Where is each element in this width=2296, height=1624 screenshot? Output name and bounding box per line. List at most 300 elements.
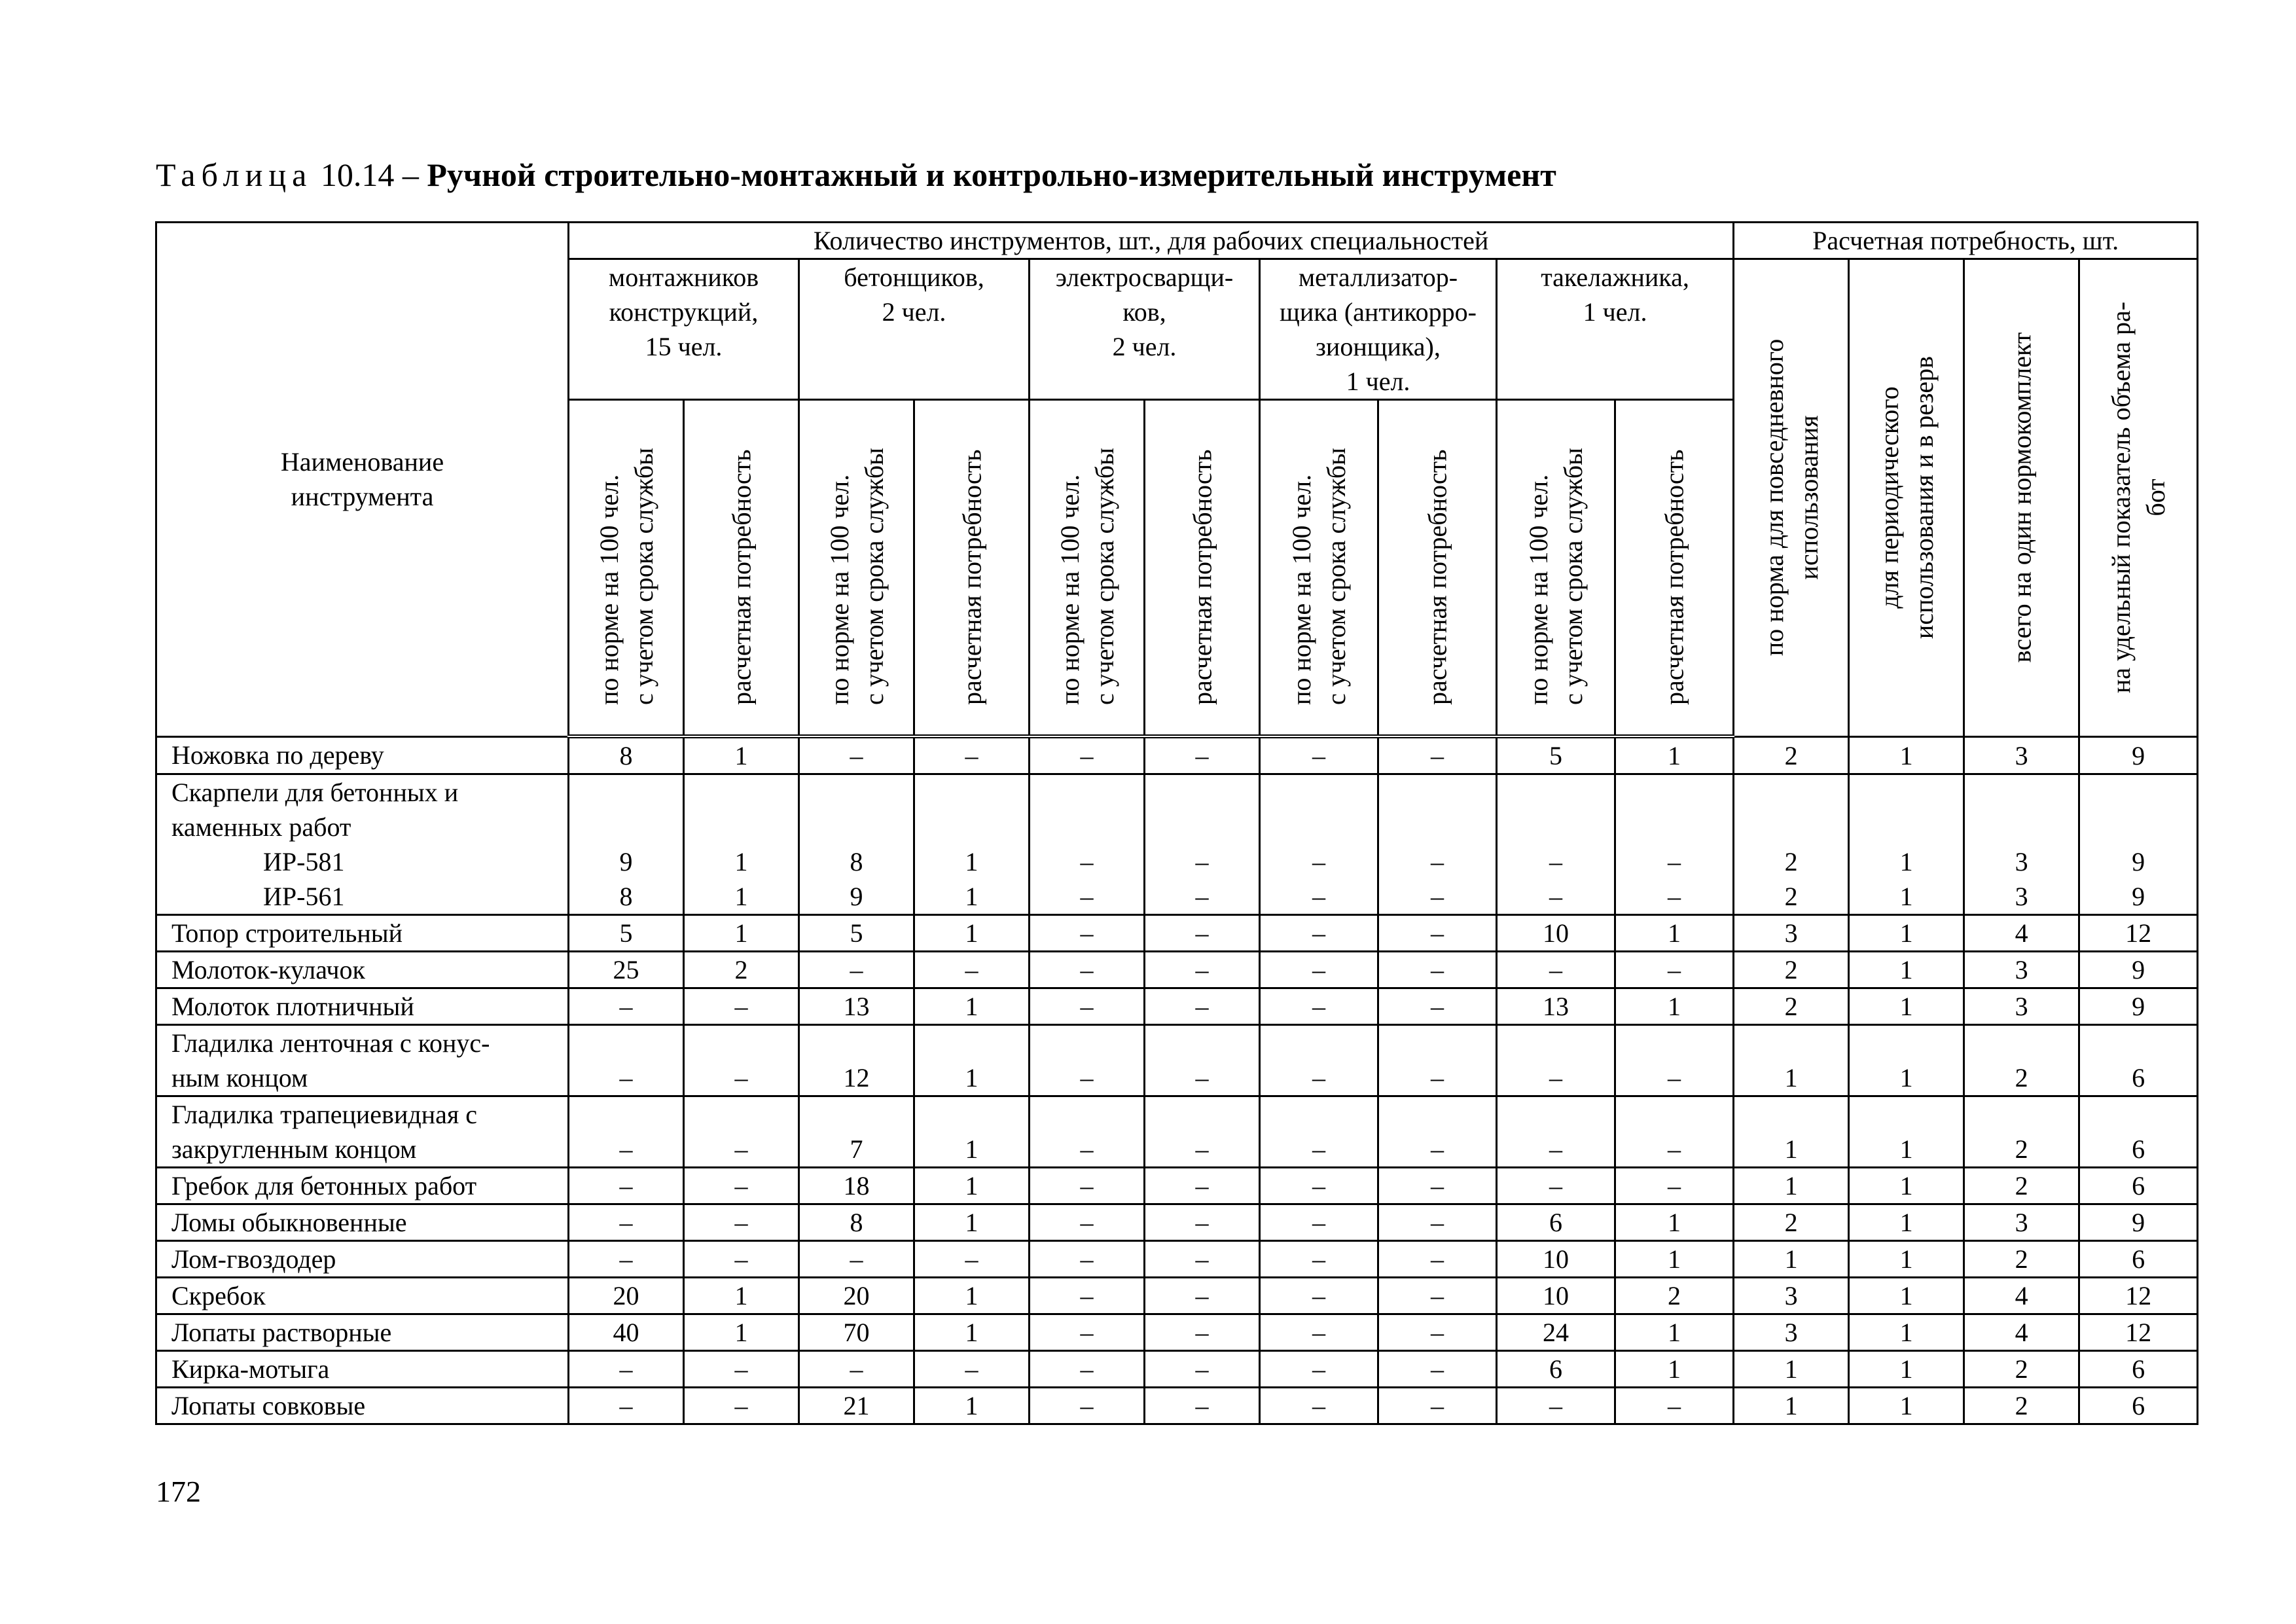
value-cell: [684, 1204, 799, 1241]
text-line: –: [734, 1244, 748, 1274]
text-line: 1 чел.: [1346, 367, 1410, 396]
text-line: 12: [2125, 918, 2152, 948]
text-line: 1: [734, 882, 748, 911]
value-cell: [914, 1168, 1030, 1204]
text-line: 1: [965, 882, 978, 911]
text-line: –: [734, 1391, 748, 1420]
value-cell: [1145, 952, 1260, 988]
value-cell: [2079, 1025, 2198, 1096]
value-cell: [1145, 1388, 1260, 1424]
text-line: 1: [734, 918, 748, 948]
text-line: 1: [1668, 741, 1681, 770]
text-line: 5: [619, 918, 633, 948]
text-line: 18: [843, 1171, 870, 1200]
table-header: [156, 223, 2198, 737]
text-line: 2: [1784, 1208, 1798, 1237]
instrument-name: [156, 736, 569, 774]
value-cell: [1145, 1351, 1260, 1388]
value-cell: [1260, 774, 1378, 915]
header-specialty: [1030, 259, 1260, 400]
value-cell: [1260, 1388, 1378, 1424]
text-line: –: [1431, 1134, 1444, 1164]
text-line: закругленным концом: [171, 1134, 417, 1164]
table-row: [156, 952, 2198, 988]
value-cell: [569, 1204, 684, 1241]
text-line: 1: [1784, 1391, 1798, 1420]
value-cell: [799, 736, 914, 774]
text-line: –: [1195, 955, 1209, 984]
text-line: 2 чел.: [1112, 332, 1177, 361]
text-line: –: [850, 1244, 863, 1274]
value-cell: [1849, 1278, 1964, 1314]
value-cell: [1615, 1168, 1734, 1204]
value-cell: [2079, 1241, 2198, 1278]
value-cell: [799, 1204, 914, 1241]
text-line: 6: [2132, 1063, 2145, 1092]
value-cell: [1260, 736, 1378, 774]
instrument-name: [156, 988, 569, 1025]
text-line: –: [1195, 882, 1209, 911]
text-line: –: [1195, 1134, 1209, 1164]
header-group-need: Расчетная потребность, шт.: [1734, 223, 2198, 259]
instrument-table: [155, 221, 2198, 1425]
text-line: –: [1312, 1134, 1325, 1164]
value-cell: [684, 915, 799, 952]
text-line: Скребок: [171, 1281, 266, 1310]
value-cell: [914, 1025, 1030, 1096]
value-cell: [1145, 1204, 1260, 1241]
value-cell: [1497, 1168, 1615, 1204]
caption-lead: Таблица: [156, 156, 313, 193]
text-line: 2: [1784, 882, 1798, 911]
value-cell: [1145, 1278, 1260, 1314]
text-line: 2: [2015, 1171, 2028, 1200]
header-specialty: [1260, 259, 1497, 400]
text-line: Молоток плотничный: [171, 992, 414, 1021]
value-cell: [1615, 1388, 1734, 1424]
text-line: по норме на 100 чел.: [1287, 474, 1316, 705]
value-cell: [1734, 952, 1849, 988]
value-cell: [1615, 1204, 1734, 1241]
text-line: –: [1668, 955, 1681, 984]
text-line: по норме на 100 чел.: [1054, 474, 1085, 705]
value-cell: [1030, 1168, 1145, 1204]
table-row: [156, 988, 2198, 1025]
text-line: 9: [2132, 741, 2145, 770]
value-cell: [569, 952, 684, 988]
value-cell: [799, 1388, 914, 1424]
value-cell: [1030, 1241, 1145, 1278]
header-norm-col: [1260, 400, 1378, 737]
text-line: 1: [1899, 955, 1913, 984]
text-line: –: [1195, 1318, 1209, 1347]
text-line: 1: [965, 1171, 978, 1200]
text-line: 10: [1543, 918, 1569, 948]
value-cell: [1030, 774, 1145, 915]
value-cell: [1497, 915, 1615, 952]
text-line: по норме на 100 чел.: [824, 474, 854, 705]
text-line: 13: [843, 992, 870, 1021]
text-line: 2: [1668, 1281, 1681, 1310]
header-group-count: Количество инструментов, шт., для рабочих специальностей: [569, 223, 1734, 259]
value-cell: [1030, 1314, 1145, 1351]
text-line: –: [619, 992, 633, 1021]
value-cell: [684, 1388, 799, 1424]
text-line: 1: [1668, 1318, 1681, 1347]
text-line: –: [1549, 955, 1562, 984]
text-line: расчетная потребность: [726, 449, 756, 705]
value-cell: [684, 1025, 799, 1096]
value-cell: [914, 1314, 1030, 1351]
text-line: расчетная потребность: [1422, 449, 1452, 705]
text-line: –: [1431, 918, 1444, 948]
text-line: 1: [1899, 1281, 1913, 1310]
text-line: 3: [1784, 1318, 1798, 1347]
value-cell: [1615, 952, 1734, 988]
text-line: –: [1195, 1354, 1209, 1384]
text-line: –: [1312, 1391, 1325, 1420]
text-line: 2: [2015, 1244, 2028, 1274]
text-line: зионщика),: [1316, 332, 1441, 361]
value-cell: [1615, 1096, 1734, 1168]
text-line: Гладилка трапециевидная с: [171, 1100, 478, 1129]
text-line: монтажников: [608, 262, 759, 292]
value-cell: [1964, 1351, 2079, 1388]
value-cell: [1849, 736, 1964, 774]
value-cell: [1378, 1096, 1497, 1168]
text-line: Ножовка по дереву: [171, 740, 384, 770]
text-line: 3: [2015, 992, 2028, 1021]
text-line: 1: [965, 1134, 978, 1164]
value-cell: [569, 1388, 684, 1424]
instrument-name: [156, 1314, 569, 1351]
value-cell: [1849, 1241, 1964, 1278]
text-line: 2: [2015, 1134, 2028, 1164]
text-line: 1: [1668, 1208, 1681, 1237]
value-cell: [1378, 1388, 1497, 1424]
text-line: –: [1195, 741, 1209, 770]
text-line: –: [1431, 741, 1444, 770]
value-cell: [1734, 1278, 1849, 1314]
text-line: 8: [619, 741, 633, 770]
value-cell: [684, 1278, 799, 1314]
value-cell: [1849, 1314, 1964, 1351]
value-cell: [2079, 1096, 2198, 1168]
header-need-col: [2079, 259, 2198, 737]
value-cell: [1260, 1314, 1378, 1351]
text-line: 1: [734, 1281, 748, 1310]
instrument-name: [156, 774, 569, 915]
table-row: [156, 1278, 2198, 1314]
text-line: 1: [1899, 882, 1913, 911]
value-cell: [1849, 1096, 1964, 1168]
text-line: 3: [2015, 1208, 2028, 1237]
text-line: –: [1195, 1208, 1209, 1237]
text-line: –: [1195, 847, 1209, 876]
value-cell: [1734, 1168, 1849, 1204]
value-cell: [1849, 1388, 1964, 1424]
instrument-name: [156, 1278, 569, 1314]
value-cell: [1145, 915, 1260, 952]
value-cell: [1964, 1278, 2079, 1314]
text-line: с учетом срока службы: [1558, 448, 1588, 705]
text-line: 1: [734, 847, 748, 876]
text-line: 1: [1784, 1354, 1798, 1384]
value-cell: [1964, 1096, 2079, 1168]
text-line: –: [1080, 1244, 1094, 1274]
value-cell: [1145, 1096, 1260, 1168]
value-cell: [569, 988, 684, 1025]
value-cell: [684, 952, 799, 988]
text-line: –: [619, 1171, 633, 1200]
value-cell: [914, 1241, 1030, 1278]
text-line: –: [1312, 1354, 1325, 1384]
value-cell: [569, 1314, 684, 1351]
header-calc-col: [914, 400, 1030, 737]
value-cell: [1964, 1204, 2079, 1241]
table-row: [156, 1096, 2198, 1168]
text-line: –: [1195, 1244, 1209, 1274]
value-cell: [914, 988, 1030, 1025]
page-number: 172: [156, 1475, 201, 1508]
text-line: 9: [2132, 955, 2145, 984]
value-cell: [1964, 915, 2079, 952]
value-cell: [1030, 988, 1145, 1025]
text-line: –: [1312, 1208, 1325, 1237]
value-cell: [684, 774, 799, 915]
value-cell: [1734, 774, 1849, 915]
text-line: –: [734, 1171, 748, 1200]
value-cell: [1378, 1025, 1497, 1096]
text-line: 1: [1899, 992, 1913, 1021]
text-line: 25: [613, 955, 639, 984]
value-cell: [1260, 915, 1378, 952]
text-line: Кирка-мотыга: [171, 1354, 330, 1384]
text-line: 1: [965, 1063, 978, 1092]
value-cell: [1734, 1351, 1849, 1388]
text-line: –: [1431, 1208, 1444, 1237]
value-cell: [1615, 1241, 1734, 1278]
text-line: 7: [850, 1134, 863, 1164]
text-line: –: [1312, 882, 1325, 911]
text-line: 2 чел.: [882, 297, 946, 327]
value-cell: [1964, 1241, 2079, 1278]
text-line: 1: [1784, 1063, 1798, 1092]
text-line: –: [1431, 1281, 1444, 1310]
value-cell: [1849, 1168, 1964, 1204]
value-cell: [1964, 736, 2079, 774]
value-cell: [1378, 1314, 1497, 1351]
text-line: Топор строительный: [171, 918, 403, 948]
table-body: [156, 736, 2198, 1424]
text-line: 8: [850, 847, 863, 876]
value-cell: [2079, 1388, 2198, 1424]
value-cell: [2079, 952, 2198, 988]
text-line: с учетом срока службы: [1321, 448, 1351, 705]
text-line: –: [1431, 847, 1444, 876]
value-cell: [799, 1096, 914, 1168]
table-row: [156, 1351, 2198, 1388]
text-line: 9: [2132, 1208, 2145, 1237]
text-line: 1: [1784, 1171, 1798, 1200]
header-calc-col: [1378, 400, 1497, 737]
text-line: 8: [619, 882, 633, 911]
value-cell: [1849, 952, 1964, 988]
value-cell: [1260, 1096, 1378, 1168]
text-line: расчетная потребность: [1659, 449, 1689, 705]
text-line: 9: [619, 847, 633, 876]
text-line: 1: [734, 741, 748, 770]
value-cell: [914, 774, 1030, 915]
header-norm-col: [1497, 400, 1615, 737]
value-cell: [1849, 1351, 1964, 1388]
instrument-name: [156, 1351, 569, 1388]
value-cell: [684, 988, 799, 1025]
value-cell: [1849, 774, 1964, 915]
value-cell: [1615, 1351, 1734, 1388]
text-line: металлизатор-: [1298, 262, 1458, 292]
text-line: –: [1431, 1354, 1444, 1384]
value-cell: [1615, 774, 1734, 915]
text-line: 10: [1543, 1281, 1569, 1310]
instrument-name: [156, 1241, 569, 1278]
text-line: –: [619, 1208, 633, 1237]
text-line: –: [1431, 1244, 1444, 1274]
value-cell: [684, 736, 799, 774]
text-line: 1: [1784, 1244, 1798, 1274]
text-line: 9: [2132, 847, 2145, 876]
text-line: 12: [2125, 1318, 2152, 1347]
text-line: 21: [843, 1391, 870, 1420]
table-row: [156, 736, 2198, 774]
value-cell: [2079, 1351, 2198, 1388]
table-row: [156, 774, 2198, 915]
text-line: 6: [1549, 1208, 1562, 1237]
value-cell: [1145, 1241, 1260, 1278]
value-cell: [1734, 915, 1849, 952]
text-line: –: [1080, 1171, 1094, 1200]
text-line: Скарпели для бетонных и: [171, 778, 459, 807]
text-line: –: [1080, 741, 1094, 770]
text-line: 6: [2132, 1354, 2145, 1384]
text-line: 6: [2132, 1244, 2145, 1274]
text-line: –: [1195, 1281, 1209, 1310]
text-line: конструкций,: [609, 297, 759, 327]
value-cell: [799, 774, 914, 915]
value-cell: [914, 736, 1030, 774]
header-need-col: [1734, 259, 1849, 737]
text-line: 1: [965, 847, 978, 876]
text-line: –: [1431, 1391, 1444, 1420]
text-line: –: [850, 1354, 863, 1384]
text-line: –: [1549, 1063, 1562, 1092]
text-line: по норме на 100 чел.: [594, 474, 624, 705]
text-line: Гребок для бетонных работ: [171, 1171, 477, 1200]
text-line: –: [1431, 1063, 1444, 1092]
text-line: –: [1549, 1134, 1562, 1164]
table-row: [156, 1204, 2198, 1241]
text-line: ков,: [1122, 297, 1166, 327]
value-cell: [684, 1314, 799, 1351]
text-line: 2: [2015, 1063, 2028, 1092]
value-cell: [1497, 1351, 1615, 1388]
instrument-name: [156, 1025, 569, 1096]
text-line: –: [1080, 992, 1094, 1021]
text-line: использования и в резерв: [1909, 356, 1939, 640]
text-line: 4: [2015, 918, 2028, 948]
header-need-col: [1964, 259, 2079, 737]
header-need-col: [1849, 259, 1964, 737]
text-line: 1: [965, 1391, 978, 1420]
value-cell: [1734, 1204, 1849, 1241]
text-line: с учетом срока службы: [1089, 448, 1119, 705]
text-line: щика (антикорро-: [1280, 297, 1477, 327]
text-line: –: [965, 1354, 978, 1384]
text-line: 3: [2015, 741, 2028, 770]
text-line: 9: [850, 882, 863, 911]
text-line: 3: [1784, 918, 1798, 948]
text-line: –: [1431, 1171, 1444, 1200]
value-cell: [1964, 1314, 2079, 1351]
text-line: –: [734, 1063, 748, 1092]
text-line: –: [1080, 847, 1094, 876]
text-line: –: [1312, 1244, 1325, 1274]
text-line: –: [1312, 1281, 1325, 1310]
text-line: –: [734, 992, 748, 1021]
text-line: инструмента: [291, 482, 434, 512]
value-cell: [1260, 1168, 1378, 1204]
text-line: 1: [1668, 992, 1681, 1021]
text-line: –: [1431, 1318, 1444, 1347]
value-cell: [1145, 774, 1260, 915]
text-line: –: [1668, 1391, 1681, 1420]
text-line: 9: [2132, 992, 2145, 1021]
value-cell: [1378, 915, 1497, 952]
text-line: 1 чел.: [1583, 297, 1647, 327]
text-line: –: [1195, 918, 1209, 948]
text-line: всего на один нормокомплект: [2007, 332, 2037, 663]
text-line: для периодического: [1874, 386, 1904, 609]
instrument-name: [156, 915, 569, 952]
text-line: –: [1312, 1318, 1325, 1347]
value-cell: [1964, 774, 2079, 915]
value-cell: [1378, 1241, 1497, 1278]
value-cell: [799, 1314, 914, 1351]
text-line: 3: [2015, 847, 2028, 876]
value-cell: [1615, 1278, 1734, 1314]
text-line: 1: [965, 1318, 978, 1347]
text-line: 1: [1899, 1391, 1913, 1420]
text-line: –: [734, 1354, 748, 1384]
text-line: 2: [1784, 847, 1798, 876]
value-cell: [799, 952, 914, 988]
value-cell: [1260, 1351, 1378, 1388]
text-line: 2: [2015, 1354, 2028, 1384]
text-line: 1: [1899, 1171, 1913, 1200]
value-cell: [1030, 1351, 1145, 1388]
text-line: 1: [965, 1281, 978, 1310]
text-line: –: [1549, 1171, 1562, 1200]
header-specialty: [1497, 259, 1734, 400]
text-line: 1: [965, 918, 978, 948]
text-line: 1: [1668, 918, 1681, 948]
text-line: с учетом срока службы: [628, 448, 658, 705]
value-cell: [1030, 1096, 1145, 1168]
text-line: использования: [1793, 415, 1823, 580]
header-specialty: [799, 259, 1030, 400]
text-line: –: [1080, 955, 1094, 984]
text-line: 70: [843, 1318, 870, 1347]
